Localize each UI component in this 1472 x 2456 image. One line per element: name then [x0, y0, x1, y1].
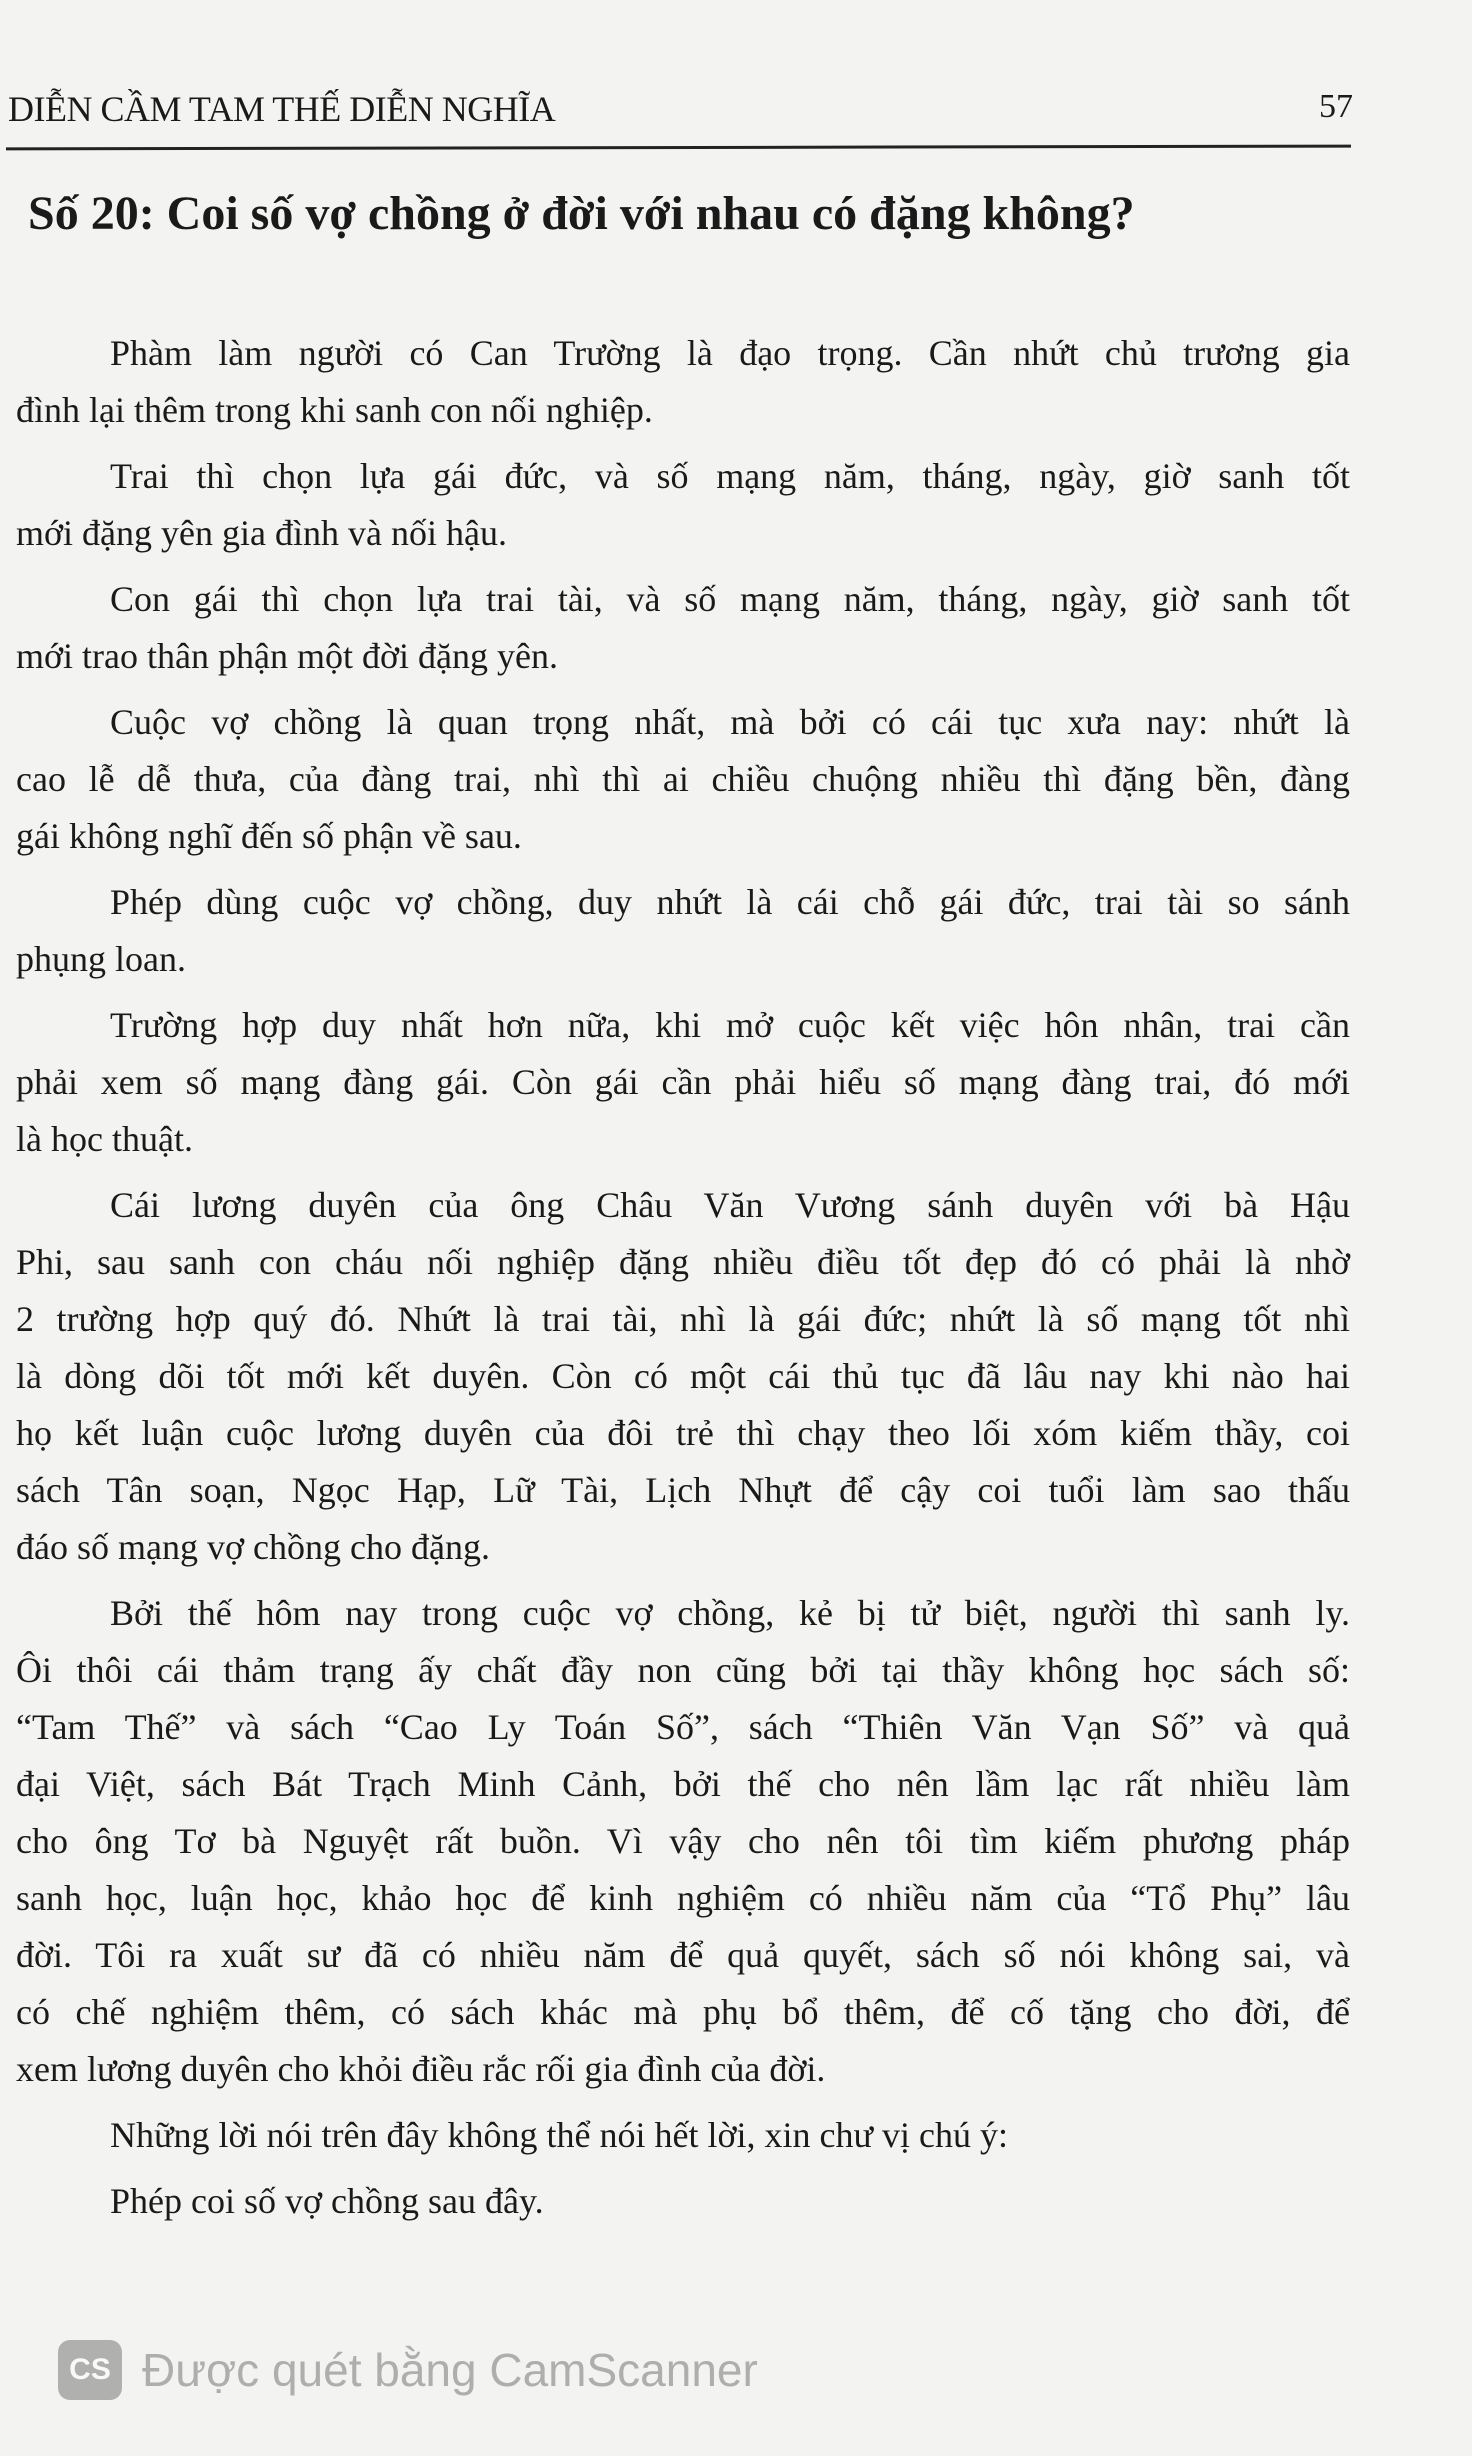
- text-line: sách Tân soạn, Ngọc Hạp, Lữ Tài, Lịch Nhựt để cậy coi tuổi làm sao thấu: [16, 1470, 1350, 1510]
- body-text: [16, 325, 1350, 2230]
- paragraph: [16, 997, 1350, 1168]
- paragraph: [16, 1177, 1350, 1576]
- text-line: là dòng dõi tốt mới kết duyên. Còn có một cái thủ tục đã lâu nay khi nào hai: [16, 1356, 1350, 1396]
- page-number: 57: [1319, 88, 1353, 125]
- paragraph: [16, 571, 1350, 685]
- text-line: Trường hợp duy nhất hơn nữa, khi mở cuộc kết việc hôn nhân, trai cần: [110, 1005, 1350, 1045]
- text-line: mới đặng yên gia đình và nối hậu.: [16, 513, 507, 553]
- text-line: Cái lương duyên của ông Châu Văn Vương sánh duyên với bà Hậu: [110, 1185, 1350, 1225]
- text-line: gái không nghĩ đến số phận về sau.: [16, 816, 522, 856]
- text-line: Phép coi số vợ chồng sau đây.: [110, 2181, 544, 2221]
- text-line: 2 trường hợp quý đó. Nhứt là trai tài, nhì là gái đức; nhứt là số mạng tốt nhì: [16, 1299, 1350, 1339]
- text-line: đại Việt, sách Bát Trạch Minh Cảnh, bởi thế cho nên lầm lạc rất nhiều làm: [16, 1764, 1350, 1804]
- text-line: mới trao thân phận một đời đặng yên.: [16, 636, 558, 676]
- camscanner-watermark: [58, 2340, 758, 2400]
- text-line: Con gái thì chọn lựa trai tài, và số mạng năm, tháng, ngày, giờ sanh tốt: [110, 579, 1350, 619]
- text-line: Cuộc vợ chồng là quan trọng nhất, mà bởi có cái tục xưa nay: nhứt là: [110, 702, 1350, 742]
- text-line: Trai thì chọn lựa gái đức, và số mạng năm, tháng, ngày, giờ sanh tốt: [110, 456, 1350, 496]
- section-title: Số 20: Coi số vợ chồng ở đời với nhau có đặng không?: [28, 187, 1135, 240]
- text-line: đình lại thêm trong khi sanh con nối nghiệp.: [16, 390, 653, 430]
- text-line: “Tam Thế” và sách “Cao Ly Toán Số”, sách “Thiên Văn Vạn Số” và quả: [16, 1707, 1350, 1747]
- paragraph: [16, 448, 1350, 562]
- watermark-text: Được quét bằng CamScanner: [142, 2344, 758, 2396]
- paragraph: [16, 325, 1350, 439]
- text-line: sanh học, luận học, khảo học để kinh nghiệm có nhiều năm của “Tổ Phụ” lâu: [16, 1878, 1350, 1918]
- text-line: là học thuật.: [16, 1119, 193, 1159]
- page-header: [8, 88, 1353, 140]
- text-line: Phi, sau sanh con cháu nối nghiệp đặng nhiều điều tốt đẹp đó có phải là nhờ: [16, 1242, 1350, 1282]
- text-line: Phép dùng cuộc vợ chồng, duy nhứt là cái chỗ gái đức, trai tài so sánh: [110, 882, 1350, 922]
- paragraph: [16, 2173, 1350, 2230]
- text-line: phải xem số mạng đàng gái. Còn gái cần phải hiểu số mạng đàng trai, đó mới: [16, 1062, 1350, 1102]
- text-line: phụng loan.: [16, 939, 186, 979]
- text-line: Những lời nói trên đây không thể nói hết lời, xin chư vị chú ý:: [110, 2115, 1008, 2155]
- text-line: Bởi thế hôm nay trong cuộc vợ chồng, kẻ bị tử biệt, người thì sanh ly.: [110, 1593, 1350, 1633]
- paragraph: [16, 694, 1350, 865]
- paragraph: [16, 1585, 1350, 2098]
- text-line: cho ông Tơ bà Nguyệt rất buồn. Vì vậy cho nên tôi tìm kiếm phương pháp: [16, 1821, 1350, 1861]
- text-line: cao lễ dễ thưa, của đàng trai, nhì thì ai chiều chuộng nhiều thì đặng bền, đàng: [16, 759, 1350, 799]
- text-line: Phàm làm người có Can Trường là đạo trọng. Cần nhứt chủ trương gia: [110, 333, 1350, 373]
- running-title: DIỄN CẦM TAM THẾ DIỄN NGHĨA: [8, 89, 556, 129]
- text-line: đáo số mạng vợ chồng cho đặng.: [16, 1527, 490, 1567]
- text-line: đời. Tôi ra xuất sư đã có nhiều năm để quả quyết, sách số nói không sai, và: [16, 1935, 1350, 1975]
- paragraph: [16, 874, 1350, 988]
- text-line: xem lương duyên cho khỏi điều rắc rối gia đình của đời.: [16, 2049, 826, 2089]
- text-line: Ôi thôi cái thảm trạng ấy chất đầy non cũng bởi tại thầy không học sách số:: [16, 1650, 1350, 1690]
- header-rule: [6, 145, 1351, 151]
- paragraph: [16, 2107, 1350, 2164]
- text-line: có chế nghiệm thêm, có sách khác mà phụ bổ thêm, để cố tặng cho đời, để: [16, 1992, 1350, 2032]
- text-line: họ kết luận cuộc lương duyên của đôi trẻ thì chạy theo lối xóm kiếm thầy, coi: [16, 1413, 1350, 1453]
- camscanner-logo-icon: CS: [58, 2340, 122, 2400]
